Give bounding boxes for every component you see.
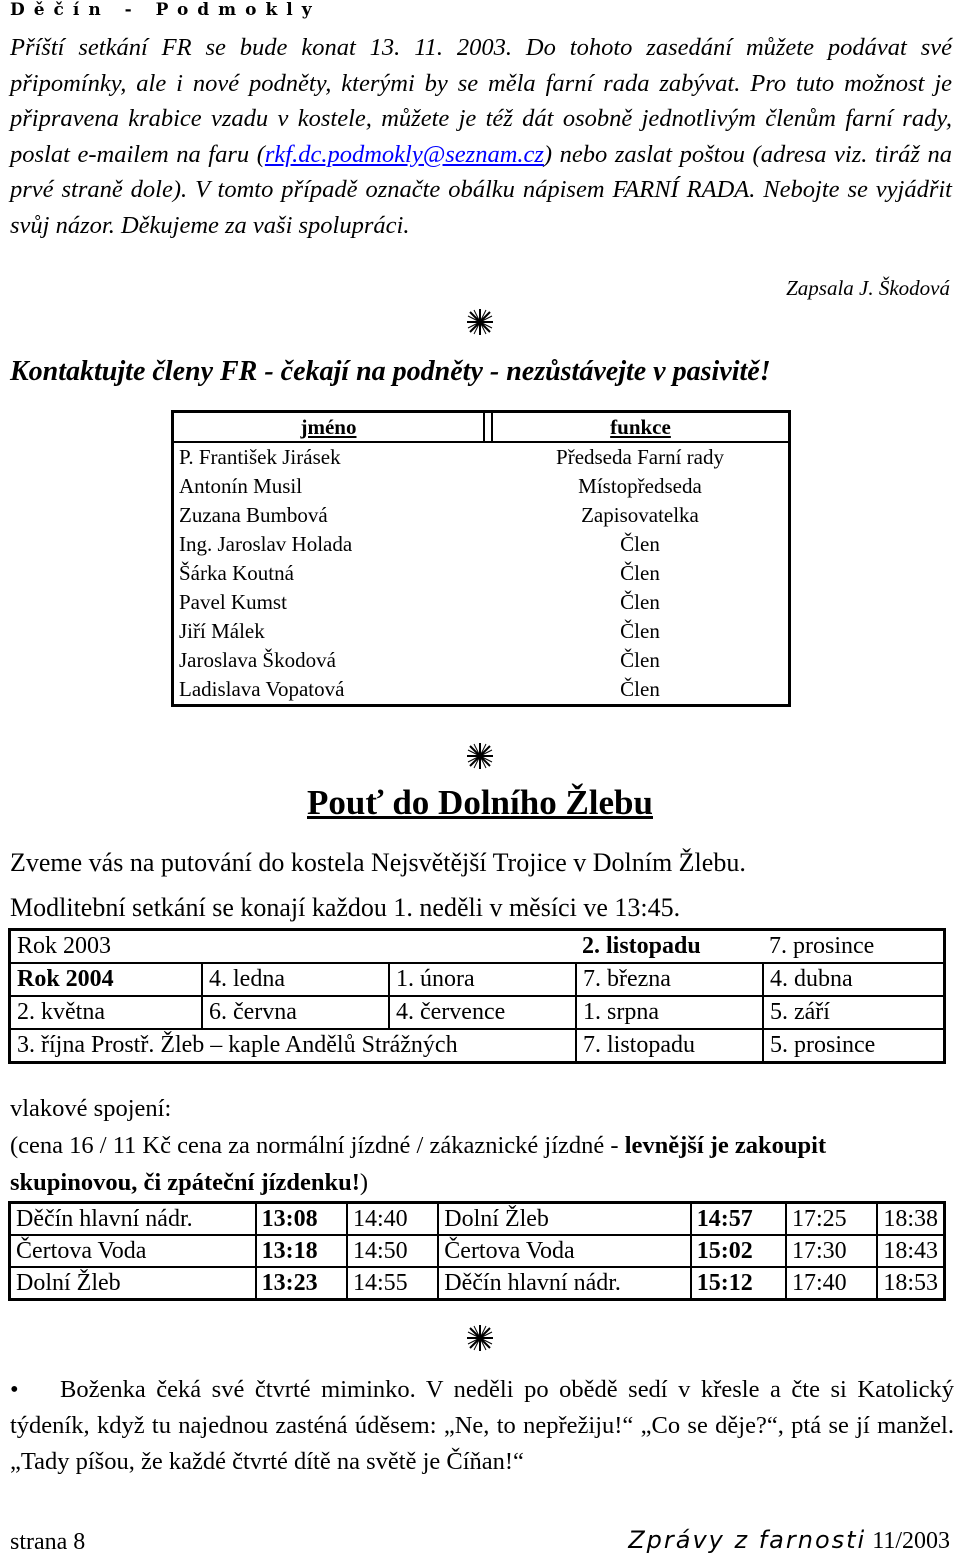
- pilgrimage-schedule-note: Modlitební setkání se konají každou 1. neděli v měsíci ve 13:45.: [10, 893, 681, 922]
- column-header-name: jméno: [173, 412, 485, 443]
- train-timetable: [8, 1201, 946, 1301]
- time-cell: 15:02: [691, 1235, 786, 1267]
- page-number: strana 8: [10, 1529, 86, 1555]
- date-cell: 7. března: [576, 963, 763, 996]
- email-link[interactable]: rkf.dc.podmokly@seznam.cz: [264, 140, 544, 168]
- column-gap: [484, 412, 492, 443]
- table-row: [173, 617, 790, 646]
- date-cell: 4. července: [389, 996, 576, 1029]
- table-row: [10, 963, 945, 996]
- member-name: Jaroslava Škodová: [179, 648, 336, 672]
- member-name: Šárka Koutná: [179, 561, 294, 585]
- station-cell: Děčín hlavní nádr.: [438, 1267, 690, 1300]
- member-name: Zuzana Bumbová: [179, 503, 328, 527]
- member-role: Zapisovatelka: [581, 503, 699, 527]
- member-role: Člen: [620, 648, 660, 672]
- station-cell: Děčín hlavní nádr.: [10, 1203, 256, 1236]
- column-header-role: funkce: [492, 412, 790, 443]
- date-cell: 2. května: [10, 996, 203, 1029]
- asterisk-ornament-icon: [466, 742, 494, 770]
- price-close: ): [359, 1169, 369, 1196]
- date-cell: 5. prosince: [763, 1029, 945, 1063]
- table-row: [10, 996, 945, 1029]
- pilgrimage-dates-table: [8, 928, 946, 1064]
- member-role: Člen: [620, 677, 660, 701]
- station-cell: Dolní Žleb: [438, 1203, 690, 1236]
- member-role: Člen: [620, 590, 660, 614]
- magazine-footer: [628, 1526, 950, 1555]
- bullet-icon: •: [10, 1376, 19, 1403]
- pilgrimage-title: Pouť do Dolního Žlebu: [307, 783, 653, 822]
- joke-paragraph: [10, 1372, 954, 1480]
- date-cell: 1. února: [389, 963, 576, 996]
- date-cell: 7. prosince: [763, 930, 945, 964]
- date-cell: 7. listopadu: [576, 1029, 763, 1063]
- price-advice: levnější je zakoupit skupinovou, či zpáteční jízdenku!: [10, 1132, 827, 1196]
- member-name: Pavel Kumst: [179, 590, 287, 614]
- notice-signature: Zapsala J. Škodová: [786, 276, 950, 300]
- notice-text-1: Příští setkání FR se bude konat 13. 11. 2003. Do tohoto zasedání můžete podávat své připomínky, ale i nové podněty, kterými by se měla farní rada zabývat. Pro tuto možnost je připravena krabice vzadu v kostele, můžete je též dát osobně jednotlivým členům farní rady, poslat e-mailem na faru (: [10, 34, 952, 168]
- table-row: [173, 530, 790, 559]
- member-name: P. František Jirásek: [179, 445, 341, 469]
- time-cell: 18:43: [877, 1235, 944, 1267]
- column-gap: [484, 646, 492, 675]
- date-cell: 4. dubna: [763, 963, 945, 996]
- date-cell: 3. října Prostř. Žleb – kaple Andělů Strážných: [10, 1029, 577, 1063]
- time-cell: 14:40: [347, 1203, 438, 1236]
- time-cell: 13:18: [256, 1235, 347, 1267]
- time-cell: 14:57: [691, 1203, 786, 1236]
- time-cell: 14:50: [347, 1235, 438, 1267]
- time-cell: 14:55: [347, 1267, 438, 1300]
- table-header-row: [173, 412, 790, 443]
- time-cell: 18:38: [877, 1203, 944, 1236]
- station-cell: Dolní Žleb: [10, 1267, 256, 1300]
- table-row: [173, 588, 790, 617]
- table-row: [173, 646, 790, 675]
- contact-heading: Kontaktujte členy FR - čekají na podněty - nezůstávejte v pasivitě!: [10, 356, 771, 387]
- date-cell: 4. ledna: [202, 963, 389, 996]
- table-row: [173, 559, 790, 588]
- column-gap: [484, 501, 492, 530]
- time-cell: 17:40: [786, 1267, 877, 1300]
- table-row: [173, 675, 790, 706]
- asterisk-ornament-icon: [466, 1324, 494, 1352]
- notice-text-2: ) nebo zaslat poštou (adresa viz. tiráž na prvé straně dole). V tomto případě označte obálku nápisem FARNÍ RADA. Nebojte se vyjádřit svůj názor. Děkujeme za vaši spolupráci.: [10, 140, 952, 239]
- issue-number: 11/2003: [872, 1528, 950, 1554]
- time-cell: 17:30: [786, 1235, 877, 1267]
- time-cell: 15:12: [691, 1267, 786, 1300]
- member-role: Místopředseda: [578, 474, 702, 498]
- member-role: Člen: [620, 619, 660, 643]
- date-cell: 5. září: [763, 996, 945, 1029]
- table-row: [10, 930, 945, 964]
- table-row: [173, 472, 790, 501]
- column-gap: [484, 588, 492, 617]
- column-gap: [484, 472, 492, 501]
- year-label: Rok 2004: [10, 963, 203, 996]
- column-gap: [484, 530, 492, 559]
- year-label: Rok 2003: [10, 930, 577, 964]
- time-cell: 18:53: [877, 1267, 944, 1300]
- pilgrimage-invitation: Zveme vás na putování do kostela Nejsvětější Trojice v Dolním Žlebu.: [10, 848, 746, 877]
- member-role: Člen: [620, 561, 660, 585]
- magazine-name: Zprávy z farnosti: [628, 1526, 867, 1554]
- column-gap: [484, 675, 492, 706]
- price-text: (cena 16 / 11 Kč cena za normální jízdné / zákaznické jízdné -: [10, 1132, 625, 1159]
- page-header-title: Děčín - Podmokly: [10, 0, 321, 20]
- time-cell: 17:25: [786, 1203, 877, 1236]
- column-gap: [484, 559, 492, 588]
- member-role: Předseda Farní rady: [556, 445, 724, 469]
- column-gap: [484, 442, 492, 472]
- station-cell: Čertova Voda: [438, 1235, 690, 1267]
- member-role: Člen: [620, 532, 660, 556]
- date-cell: 2. listopadu: [576, 930, 763, 964]
- member-name: Ladislava Vopatová: [179, 677, 345, 701]
- table-row: [10, 1203, 945, 1236]
- train-heading: vlakové spojení:: [10, 1095, 172, 1122]
- date-cell: 1. srpna: [576, 996, 763, 1029]
- fr-meeting-notice: [10, 30, 952, 243]
- table-row: [10, 1235, 945, 1267]
- time-cell: 13:08: [256, 1203, 347, 1236]
- asterisk-ornament-icon: [466, 308, 494, 336]
- table-row: [10, 1267, 945, 1300]
- table-row: [173, 501, 790, 530]
- table-row: [10, 1029, 945, 1063]
- train-price-note: [10, 1127, 954, 1201]
- train-connection-intro: [10, 1090, 954, 1201]
- member-name: Ing. Jaroslav Holada: [179, 532, 353, 556]
- member-name: Antonín Musil: [179, 474, 303, 498]
- table-row: [173, 442, 790, 472]
- joke-text: Boženka čeká své čtvrté miminko. V neděli po obědě sedí v křesle a čte si Katolický týdeník, když tu najednou zasténá úděsem: „Ne, to nepřežiju!“ „Co se děje?“, ptá se jí manžel. „Tady píšou, že každé čtvrté dítě na světě je Číňan!“: [10, 1376, 954, 1475]
- member-name: Jiří Málek: [179, 619, 265, 643]
- date-cell: 6. června: [202, 996, 389, 1029]
- fr-members-table: [171, 410, 791, 707]
- time-cell: 13:23: [256, 1267, 347, 1300]
- station-cell: Čertova Voda: [10, 1235, 256, 1267]
- column-gap: [484, 617, 492, 646]
